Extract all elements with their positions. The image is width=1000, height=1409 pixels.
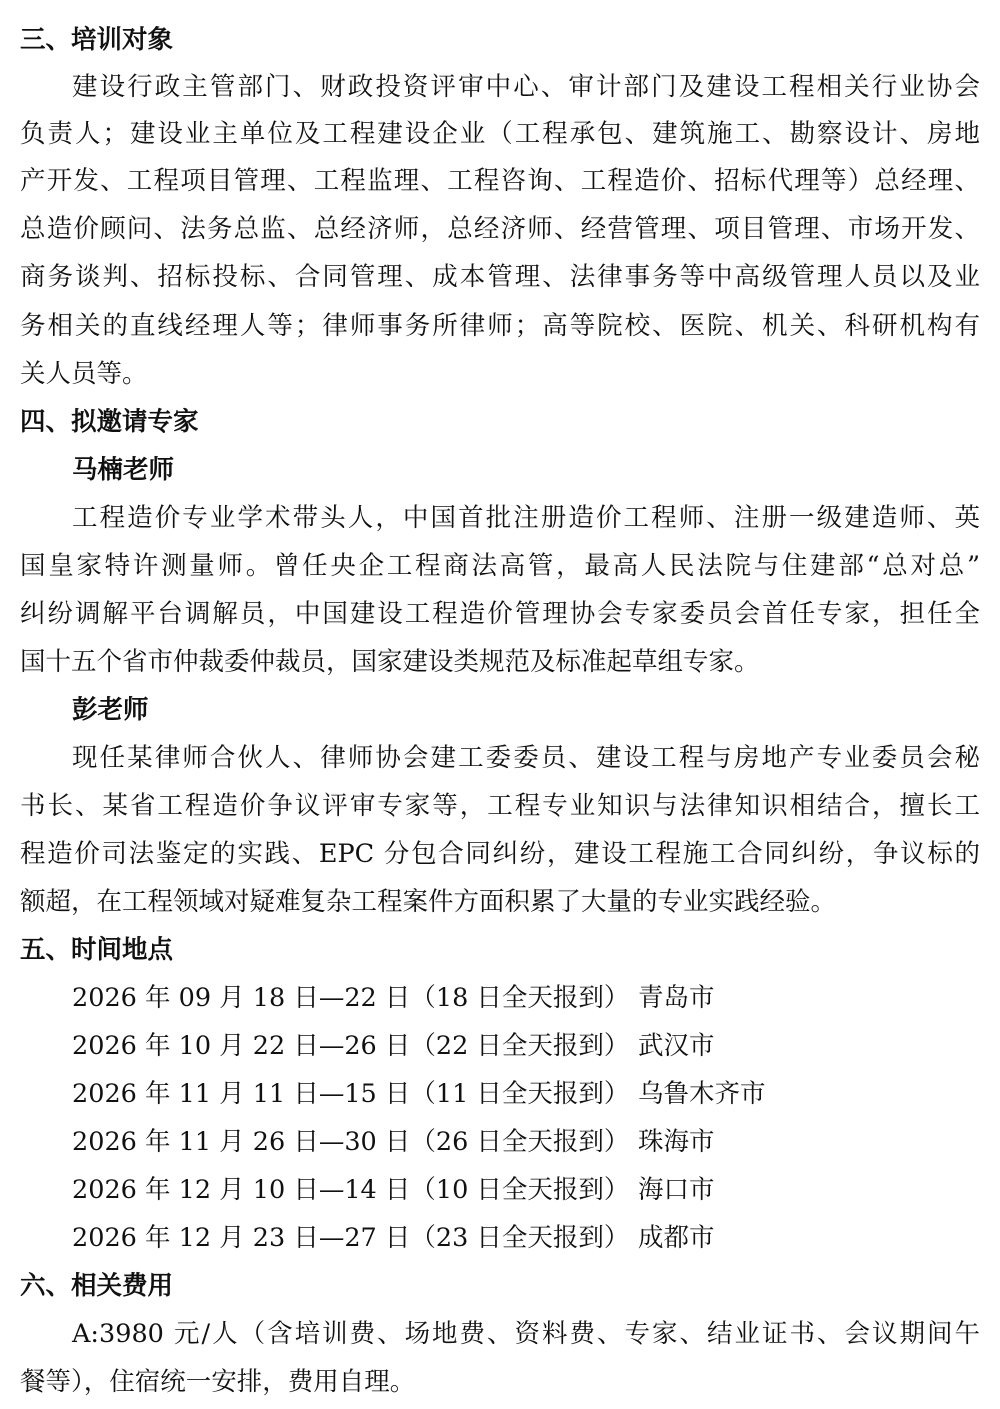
paragraph-line: 务相关的直线经理人等；律师事务所律师；高等院校、医院、机关、科研机构有 bbox=[20, 311, 980, 341]
paragraph-line: 关人员等。 bbox=[20, 359, 148, 389]
schedule-row bbox=[72, 1022, 715, 1070]
expert-name: 彭老师 bbox=[72, 695, 149, 725]
schedule-row bbox=[72, 1214, 715, 1262]
schedule-row bbox=[72, 974, 715, 1022]
schedule-date: 2026 年 12 月 10 日—14 日（10 日全天报到） bbox=[72, 1175, 630, 1205]
section-heading-time-location: 五、时间地点 bbox=[20, 935, 174, 965]
schedule-city: 青岛市 bbox=[638, 983, 715, 1013]
paragraph-line: 书长、某省工程造价争议评审专家等，工程专业知识与法律知识相结合，擅长工 bbox=[20, 791, 980, 821]
schedule-row bbox=[72, 1070, 766, 1118]
paragraph-line: 建设行政主管部门、财政投资评审中心、审计部门及建设工程相关行业协会 bbox=[72, 72, 980, 102]
schedule-row bbox=[72, 1118, 715, 1166]
expert-name: 马楠老师 bbox=[72, 455, 175, 485]
paragraph-line: 工程造价专业学术带头人，中国首批注册造价工程师、注册一级建造师、英 bbox=[72, 503, 980, 533]
schedule-date: 2026 年 12 月 23 日—27 日（23 日全天报到） bbox=[72, 1223, 630, 1253]
paragraph-line: 总造价顾问、法务总监、总经济师，总经济师、经营管理、项目管理、市场开发、 bbox=[20, 214, 980, 244]
paragraph-line: 产开发、工程项目管理、工程监理、工程咨询、工程造价、招标代理等）总经理、 bbox=[20, 166, 980, 196]
paragraph-line: 国皇家特许测量师。曾任央企工程商法高管，最高人民法院与住建部“总对总” bbox=[20, 551, 980, 581]
paragraph-line: 程造价司法鉴定的实践、EPC 分包合同纠纷，建设工程施工合同纠纷，争议标的 bbox=[20, 839, 980, 869]
schedule-date: 2026 年 11 月 26 日—30 日（26 日全天报到） bbox=[72, 1127, 630, 1157]
schedule-date: 2026 年 09 月 18 日—22 日（18 日全天报到） bbox=[72, 983, 630, 1013]
schedule-city: 武汉市 bbox=[638, 1031, 715, 1061]
schedule-city: 珠海市 bbox=[638, 1127, 715, 1157]
paragraph-line: 国十五个省市仲裁委仲裁员，国家建设类规范及标准起草组专家。 bbox=[20, 647, 760, 677]
paragraph-line: 商务谈判、招标投标、合同管理、成本管理、法律事务等中高级管理人员以及业 bbox=[20, 262, 980, 292]
schedule-row bbox=[72, 1166, 715, 1214]
schedule-city: 成都市 bbox=[638, 1223, 715, 1253]
schedule-date: 2026 年 10 月 22 日—26 日（22 日全天报到） bbox=[72, 1031, 630, 1061]
section-heading-experts: 四、拟邀请专家 bbox=[20, 407, 199, 437]
paragraph-line: 负责人；建设业主单位及工程建设企业（工程承包、建筑施工、勘察设计、房地 bbox=[20, 119, 980, 149]
paragraph-line: 额超，在工程领域对疑难复杂工程案件方面积累了大量的专业实践经验。 bbox=[20, 887, 837, 917]
schedule-city: 海口市 bbox=[638, 1175, 715, 1205]
section-heading-training-targets: 三、培训对象 bbox=[20, 25, 174, 55]
paragraph-line: A:3980 元/人（含培训费、场地费、资料费、专家、结业证书、会议期间午 bbox=[72, 1319, 980, 1349]
schedule-city: 乌鲁木齐市 bbox=[638, 1079, 766, 1109]
section-heading-fees: 六、相关费用 bbox=[20, 1271, 174, 1301]
paragraph-line: 餐等），住宿统一安排，费用自理。 bbox=[20, 1367, 416, 1397]
paragraph-line: 现任某律师合伙人、律师协会建工委委员、建设工程与房地产专业委员会秘 bbox=[72, 743, 980, 773]
paragraph-line: 纠纷调解平台调解员，中国建设工程造价管理协会专家委员会首任专家，担任全 bbox=[20, 599, 980, 629]
schedule-date: 2026 年 11 月 11 日—15 日（11 日全天报到） bbox=[72, 1079, 630, 1109]
